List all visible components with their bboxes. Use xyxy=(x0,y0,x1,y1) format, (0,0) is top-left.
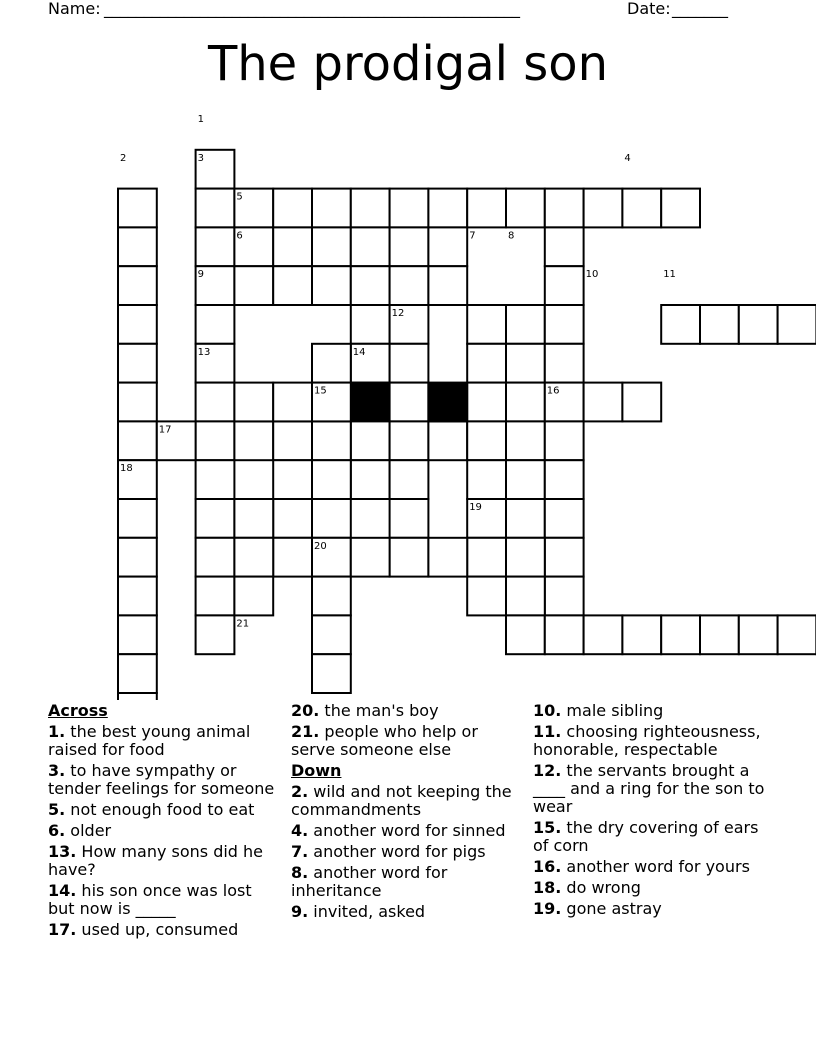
grid-cell[interactable] xyxy=(351,460,390,499)
clue-text: gone astray xyxy=(561,899,662,918)
across-clue-list-cont xyxy=(291,702,526,759)
down-clue xyxy=(533,762,768,816)
cell-number: 10 xyxy=(585,269,599,281)
grid-cell[interactable] xyxy=(390,499,429,538)
down-clue xyxy=(291,843,526,861)
across-clue xyxy=(48,882,283,918)
clue-number: 16. xyxy=(533,857,562,876)
cell-number: 15 xyxy=(314,385,327,397)
cell-number: 7 xyxy=(469,230,476,242)
cell-number: 3 xyxy=(197,152,204,164)
grid-cell[interactable] xyxy=(118,654,157,693)
grid-cell[interactable] xyxy=(273,460,312,499)
grid-cell[interactable] xyxy=(118,499,157,538)
grid-cell[interactable] xyxy=(428,227,467,266)
clue-column-2 xyxy=(291,702,526,924)
grid-cell[interactable] xyxy=(273,499,312,538)
grid-cell[interactable] xyxy=(390,266,429,305)
grid-cell[interactable] xyxy=(467,577,506,616)
grid-cell[interactable] xyxy=(312,615,351,654)
cell-number: 21 xyxy=(236,618,250,630)
down-clue xyxy=(533,723,768,759)
across-clue xyxy=(48,843,283,879)
clue-text: the dry covering of ears of corn xyxy=(533,818,759,855)
grid-cell[interactable] xyxy=(312,499,351,538)
cell-number: 11 xyxy=(663,269,676,281)
down-clue xyxy=(533,819,768,855)
grid-cell[interactable] xyxy=(196,227,235,266)
grid-cell[interactable] xyxy=(118,266,157,305)
grid-cell[interactable] xyxy=(467,383,506,422)
grid-cell[interactable] xyxy=(506,383,545,422)
down-clue-list-cont xyxy=(533,702,768,918)
grid-cell[interactable] xyxy=(622,615,661,654)
grid-cell[interactable] xyxy=(273,383,312,422)
grid-cell[interactable] xyxy=(545,499,584,538)
clue-text: choosing righteousness, honorable, respectable xyxy=(533,722,761,759)
down-clue xyxy=(291,864,526,900)
down-clue xyxy=(533,879,768,897)
down-clue xyxy=(533,900,768,918)
clue-number: 6. xyxy=(48,821,66,840)
grid-cell[interactable] xyxy=(118,344,157,383)
clue-number: 12. xyxy=(533,761,562,780)
grid-cell[interactable] xyxy=(506,189,545,228)
clue-column-1 xyxy=(48,702,283,942)
clue-number: 14. xyxy=(48,881,77,900)
down-clue xyxy=(291,822,526,840)
clue-number: 3. xyxy=(48,761,66,780)
date-blank: _______ xyxy=(672,0,728,18)
grid-cell[interactable] xyxy=(234,266,273,305)
clue-text: used up, consumed xyxy=(76,920,239,939)
clue-number: 4. xyxy=(291,821,309,840)
cell-number: 18 xyxy=(120,463,133,475)
grid-cell[interactable] xyxy=(700,305,739,344)
clue-number: 5. xyxy=(48,800,66,819)
clue-text: older xyxy=(65,821,112,840)
grid-cell[interactable] xyxy=(428,266,467,305)
clue-text: the man's boy xyxy=(319,701,439,720)
clue-text: his son once was lost but now is _____ xyxy=(48,881,252,918)
grid-cell[interactable] xyxy=(390,421,429,460)
across-clue xyxy=(291,723,526,759)
grid-cell[interactable] xyxy=(312,421,351,460)
grid-cell[interactable] xyxy=(118,615,157,654)
clue-number: 13. xyxy=(48,842,77,861)
down-clue-list xyxy=(291,783,526,921)
cell-number: 17 xyxy=(158,424,172,436)
across-clue xyxy=(48,762,283,798)
clue-text: people who help or serve someone else xyxy=(291,722,478,759)
clue-text: another word for inheritance xyxy=(291,863,448,900)
grid-cell[interactable] xyxy=(196,305,235,344)
clue-number: 9. xyxy=(291,902,309,921)
clue-number: 15. xyxy=(533,818,562,837)
grid-cell[interactable] xyxy=(390,227,429,266)
grid-cell[interactable] xyxy=(273,266,312,305)
grid-cell[interactable] xyxy=(661,189,700,228)
grid-cell[interactable] xyxy=(351,305,390,344)
cell-number: 8 xyxy=(508,230,515,242)
clue-text: another word for yours xyxy=(561,857,750,876)
grid-cell[interactable] xyxy=(661,305,700,344)
clue-text: the best young animal raised for food xyxy=(48,722,251,759)
grid-cell[interactable] xyxy=(506,344,545,383)
grid-cell[interactable] xyxy=(273,189,312,228)
grid-cell[interactable] xyxy=(196,499,235,538)
clue-text: wild and not keeping the commandments xyxy=(291,782,512,819)
grid-cell[interactable] xyxy=(118,189,157,228)
clue-number: 17. xyxy=(48,920,77,939)
grid-cell[interactable] xyxy=(273,538,312,577)
grid-cell[interactable] xyxy=(390,189,429,228)
grid-cell[interactable] xyxy=(545,538,584,577)
grid-cell[interactable] xyxy=(196,577,235,616)
grid-cell[interactable] xyxy=(196,383,235,422)
grid-cell[interactable] xyxy=(118,305,157,344)
cell-number: 14 xyxy=(352,346,366,358)
grid-cell[interactable] xyxy=(467,538,506,577)
grid-cell[interactable] xyxy=(196,189,235,228)
grid-cell[interactable] xyxy=(622,383,661,422)
cell-number: 9 xyxy=(197,269,204,281)
clue-number: 2. xyxy=(291,782,309,801)
clue-text: the servants brought a ____ and a ring for the son to wear xyxy=(533,761,765,816)
down-heading: Down xyxy=(291,761,342,780)
clue-number: 11. xyxy=(533,722,562,741)
clue-text: another word for pigs xyxy=(308,842,486,861)
cell-number: 2 xyxy=(120,152,127,164)
grid-cell[interactable] xyxy=(312,654,351,693)
down-clue xyxy=(533,702,768,720)
grid-cell[interactable] xyxy=(118,383,157,422)
clue-text: another word for sinned xyxy=(308,821,506,840)
grid-cell[interactable] xyxy=(312,227,351,266)
grid-cell[interactable] xyxy=(545,460,584,499)
across-heading: Across xyxy=(48,701,108,720)
grid-cell[interactable] xyxy=(739,305,778,344)
grid-cell[interactable] xyxy=(584,615,623,654)
grid-cell[interactable] xyxy=(778,305,816,344)
clue-number: 18. xyxy=(533,878,562,897)
grid-cell[interactable] xyxy=(545,344,584,383)
grid-cell[interactable] xyxy=(545,421,584,460)
grid-cell[interactable] xyxy=(196,538,235,577)
grid-cell[interactable] xyxy=(312,344,351,383)
cell-number: 20 xyxy=(314,540,327,552)
clue-column-3 xyxy=(533,702,768,921)
grid-cell[interactable] xyxy=(467,189,506,228)
down-clue xyxy=(291,903,526,921)
grid-cell[interactable] xyxy=(390,344,429,383)
grid-cell[interactable] xyxy=(351,227,390,266)
grid-cell[interactable] xyxy=(545,305,584,344)
grid-cell[interactable] xyxy=(584,383,623,422)
clue-text: How many sons did he have? xyxy=(48,842,264,879)
grid-cell[interactable] xyxy=(545,189,584,228)
grid-cell[interactable] xyxy=(118,227,157,266)
grid-cell[interactable] xyxy=(506,538,545,577)
across-clue-list xyxy=(48,723,283,939)
across-clue xyxy=(48,822,283,840)
cell-number: 12 xyxy=(391,308,405,319)
grid-cell[interactable] xyxy=(584,189,623,228)
grid-cell[interactable] xyxy=(428,189,467,228)
grid-cell[interactable] xyxy=(390,538,429,577)
grid-cell[interactable] xyxy=(506,577,545,616)
cell-number: 4 xyxy=(624,152,631,164)
clue-text: do wrong xyxy=(561,878,641,897)
grid-cell[interactable] xyxy=(351,266,390,305)
grid-cell[interactable] xyxy=(390,460,429,499)
grid-cell[interactable] xyxy=(273,227,312,266)
grid-cell[interactable] xyxy=(234,383,273,422)
grid-cell[interactable] xyxy=(312,266,351,305)
grid-cell[interactable] xyxy=(428,538,467,577)
grid-cell[interactable] xyxy=(506,460,545,499)
grid-cell[interactable] xyxy=(273,421,312,460)
across-clue xyxy=(48,921,283,939)
grid-cell[interactable] xyxy=(467,421,506,460)
name-blank: ____________________________________________________ xyxy=(104,0,520,18)
clue-text: to have sympathy or tender feelings for someone xyxy=(48,761,275,798)
page-title: The prodigal son xyxy=(207,36,609,92)
grid-cell[interactable] xyxy=(234,421,273,460)
grid-cell[interactable] xyxy=(234,538,273,577)
grid-cell[interactable] xyxy=(545,615,584,654)
grid-cell[interactable] xyxy=(351,538,390,577)
grid-cell[interactable] xyxy=(545,266,584,305)
grid-cell[interactable] xyxy=(545,227,584,266)
clue-text: male sibling xyxy=(561,701,664,720)
cell-number: 6 xyxy=(236,230,243,242)
down-clue xyxy=(291,783,526,819)
name-label: Name: xyxy=(48,0,101,18)
grid-cell[interactable] xyxy=(428,421,467,460)
grid-cell[interactable] xyxy=(622,189,661,228)
grid-cell[interactable] xyxy=(778,615,816,654)
clue-text: invited, asked xyxy=(308,902,426,921)
grid-cell[interactable] xyxy=(467,344,506,383)
grid-cell[interactable] xyxy=(467,460,506,499)
grid-cell[interactable] xyxy=(467,305,506,344)
grid-cell[interactable] xyxy=(700,615,739,654)
grid-cell[interactable] xyxy=(506,421,545,460)
grid-cell[interactable] xyxy=(506,305,545,344)
grid-cell[interactable] xyxy=(312,577,351,616)
grid-cell[interactable] xyxy=(118,693,157,700)
grid-cell[interactable] xyxy=(196,460,235,499)
clue-number: 19. xyxy=(533,899,562,918)
grid-cell[interactable] xyxy=(506,499,545,538)
grid-cell[interactable] xyxy=(118,577,157,616)
grid-cell[interactable] xyxy=(390,383,429,422)
grid-cell[interactable] xyxy=(661,615,700,654)
across-clue xyxy=(291,702,526,720)
cell-number: 13 xyxy=(197,346,211,358)
grid-cell[interactable] xyxy=(312,189,351,228)
clue-number: 21. xyxy=(291,722,320,741)
across-clue xyxy=(48,801,283,819)
black-cell xyxy=(428,383,467,422)
grid-cell[interactable] xyxy=(196,421,235,460)
grid-cell[interactable] xyxy=(118,421,157,460)
grid-cell[interactable] xyxy=(545,577,584,616)
grid-cell[interactable] xyxy=(739,615,778,654)
cell-number: 19 xyxy=(469,502,482,513)
cell-number: 5 xyxy=(236,191,243,203)
clue-number: 20. xyxy=(291,701,320,720)
date-label: Date: xyxy=(627,0,671,18)
down-clue xyxy=(533,858,768,876)
clue-text: not enough food to eat xyxy=(65,800,255,819)
clue-number: 10. xyxy=(533,701,562,720)
clue-number: 8. xyxy=(291,863,309,882)
grid-cell[interactable] xyxy=(196,615,235,654)
clue-number: 1. xyxy=(48,722,66,741)
grid-cell[interactable] xyxy=(351,421,390,460)
cell-number: 16 xyxy=(546,385,560,397)
grid-cell[interactable] xyxy=(118,538,157,577)
grid-cell[interactable] xyxy=(351,189,390,228)
across-clue xyxy=(48,723,283,759)
cell-number: 1 xyxy=(197,114,204,125)
black-cell xyxy=(351,383,390,422)
grid-cell[interactable] xyxy=(506,615,545,654)
clue-number: 7. xyxy=(291,842,309,861)
grid-cell[interactable] xyxy=(312,460,351,499)
grid-cell[interactable] xyxy=(234,577,273,616)
grid-cell[interactable] xyxy=(234,499,273,538)
